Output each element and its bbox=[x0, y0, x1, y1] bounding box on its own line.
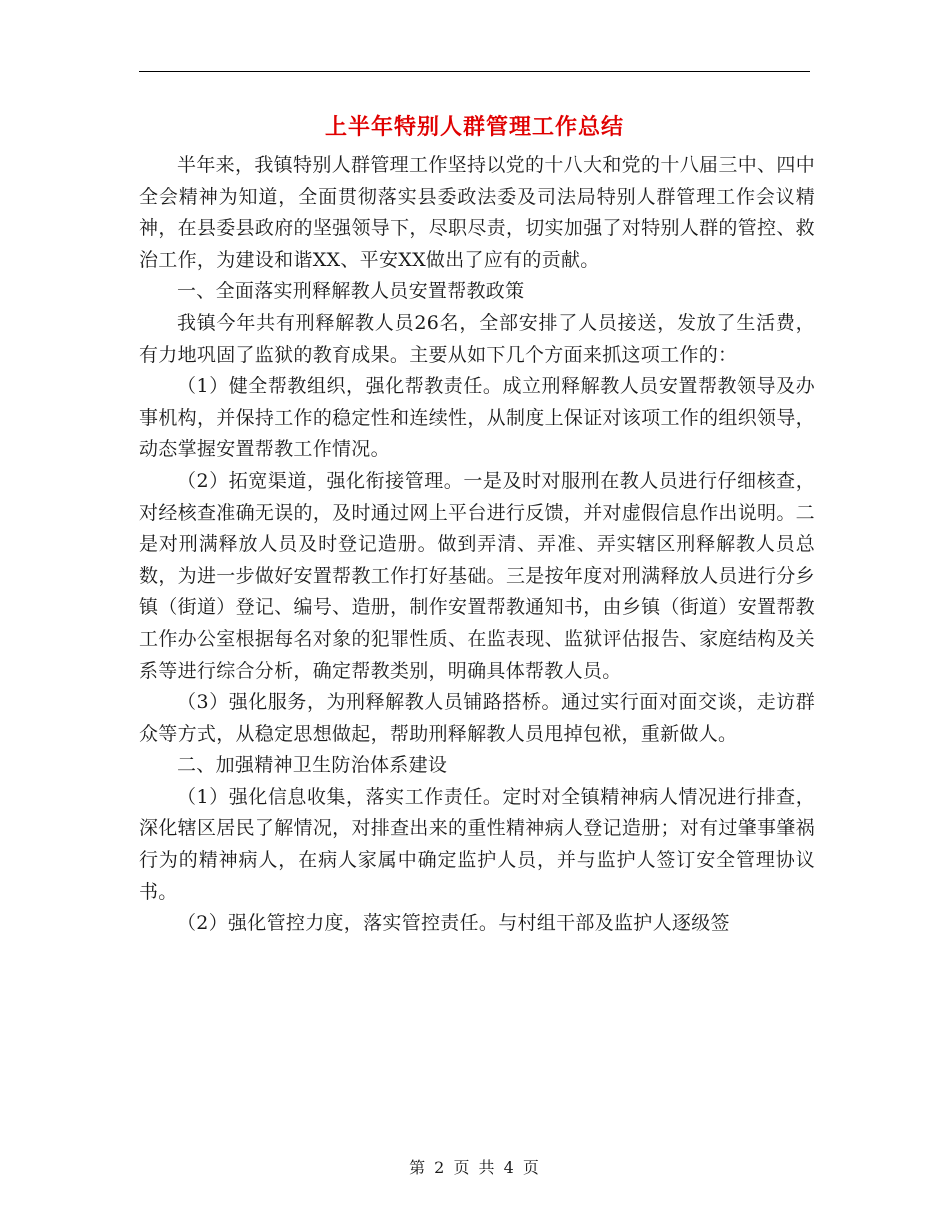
header-rule bbox=[139, 71, 810, 72]
document-title: 上半年特别人群管理工作总结 bbox=[324, 114, 624, 140]
section-heading-1: 一、全面落实刑释解教人员安置帮教政策 bbox=[177, 280, 525, 303]
paragraph-intro: 半年来，我镇特别人群管理工作坚持以党的十八大和党的十八届三中、四中全会精神为知道，全面贯彻落实县委政法委及司法局特别人群管理工作会议精神，在县委县政府的坚强领导下，尽职尽责，切实加强了对特别人群的管控、救治工作，为建设和谐XX、平安XX做出了应有的贡献。 bbox=[139, 154, 815, 271]
section-heading-2: 二、加强精神卫生防治体系建设 bbox=[177, 754, 448, 777]
paragraph: （2）拓宽渠道，强化衔接管理。一是及时对服刑在教人员进行仔细核查，对经核查准确无误的，及时通过网上平台进行反馈，并对虚假信息作出说明。二是对刑满释放人员及时登记造册。做到弄清、弄准、弄实辖区刑释解教人员总数，为进一步做好安置帮教工作打好基础。三是按年度对刑满释放人员进行分乡镇（街道）登记、编号、造册，制作安置帮教通知书，由乡镇（街道）安置帮教工作办公室根据每名对象的犯罪性质、在监表现、监狱评估报告、家庭结构及关系等进行综合分析，确定帮教类别，明确具体帮教人员。 bbox=[139, 469, 815, 682]
document-body bbox=[139, 150, 815, 940]
paragraph: （2）强化管控力度，落实管控责任。与村组干部及监护人逐级签 bbox=[177, 912, 730, 935]
paragraph: （1）健全帮教组织，强化帮教责任。成立刑释解教人员安置帮教领导及办事机构，并保持工作的稳定性和连续性，从制度上保证对该项工作的组织领导，动态掌握安置帮教工作情况。 bbox=[139, 375, 815, 461]
paragraph: 我镇今年共有刑释解教人员26名，全部安排了人员接送，发放了生活费，有力地巩固了监狱的教育成果。主要从如下几个方面来抓这项工作的： bbox=[139, 311, 815, 366]
paragraph: （3）强化服务，为刑释解教人员铺路搭桥。通过实行面对面交谈，走访群众等方式，从稳定思想做起，帮助刑释解教人员甩掉包袱，重新做人。 bbox=[139, 691, 815, 745]
paragraph: （1）强化信息收集，落实工作责任。定时对全镇精神病人情况进行排查，深化辖区居民了解情况，对排查出来的重性精神病人登记造册；对有过肇事肇祸行为的精神病人，在病人家属中确定监护人员，并与监护人签订安全管理协议书。 bbox=[139, 785, 815, 903]
page-number: 第 2 页 共 4 页 bbox=[409, 1158, 541, 1177]
